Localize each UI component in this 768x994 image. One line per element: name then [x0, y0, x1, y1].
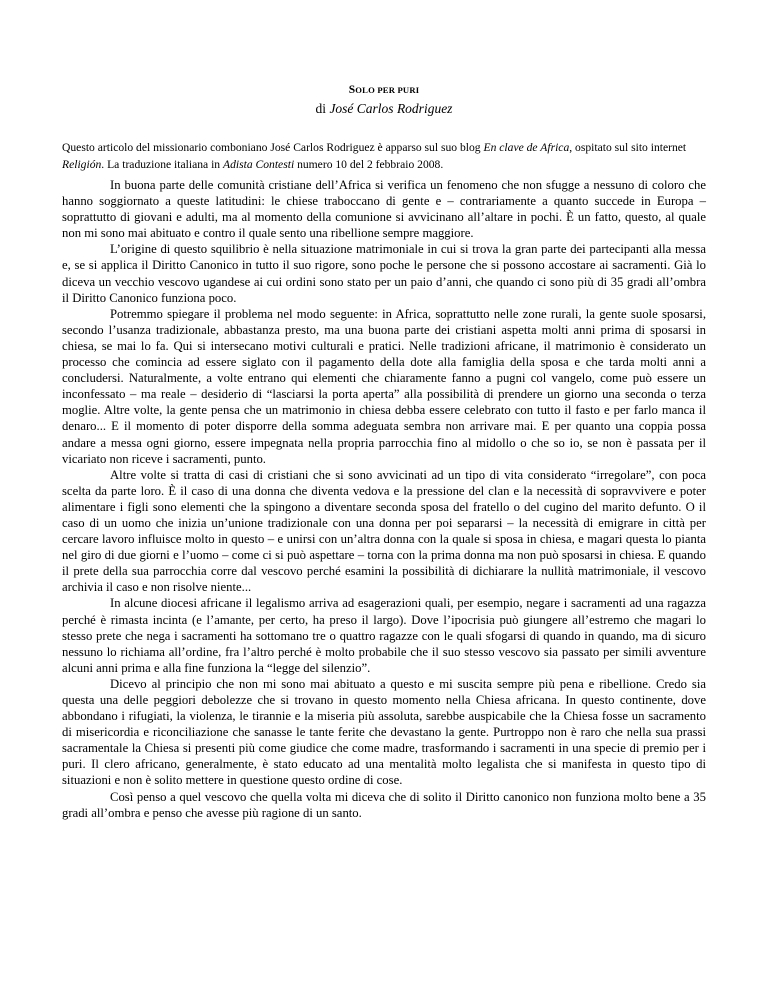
paragraph: In buona parte delle comunità cristiane dell’Africa si verifica un fenomeno che non sfugge a nessuno di coloro che hanno soggiornato a queste latitudini: le chiese traboccano di gente e – contrariamente a quanto succede in Europa – soprattutto di giovani e adulti, ma al momento della comunione si avvicinano all’altare in pochi. È un fatto, questo, al quale non mi sono mai abituato e contro il quale sento una ribellione sempre maggiore. — [62, 178, 706, 241]
title-initial: S — [348, 84, 356, 96]
byline-author: José Carlos Rodriguez — [329, 101, 453, 116]
intro-text-3: . La traduzione italiana in — [101, 158, 223, 171]
paragraph: Altre volte si tratta di casi di cristiani che si sono avvicinati ad un tipo di vita considerato “irregolare”, con poca scelta da parte loro. È il caso di una donna che diventa vedova e la pressione del clan e la necessità di sopravvivere e poter alimentare i figli sono elementi che la spingono a diventare seconda sposa del fratello o del cugino del marito defunto. O il caso di un uomo che inizia un’unione tradizionale con una donna per poi separarsi – la necessità di emigrare in città per cercare lavoro influisce molto in questo – e unirsi con un’altra donna con la quale si sposa in chiesa, e magari questa lo pianta nel giro di due giorni e l’uomo – come ci si può aspettare – torna con la prima donna ma non può sposarsi in chiesa. E quando il prete della sua parrocchia corre dal vescovo perché esamini la possibilità di dichiarare la nullità matrimoniale, il vescovo archivia il caso e non risolve niente... — [62, 467, 706, 595]
intro-magazine-name: Adista Contesti — [222, 158, 295, 171]
article-title — [0, 84, 768, 96]
article-body — [62, 177, 706, 821]
intro-text-4: numero 10 del 2 febbraio 2008. — [294, 158, 444, 171]
paragraph: Potremmo spiegare il problema nel modo seguente: in Africa, soprattutto nelle zone rurali, la gente suole sposarsi, secondo l’usanza tradizionale, abbastanza presto, ma una buona parte dei cristiani aspetta molti anni prima di sposarsi in chiesa, se mai lo fa. Qui si intersecano motivi culturali e pratici. Nelle tradizioni africane, il matrimonio è considerato un processo che comincia ad essere siglato con il pagamento della dote alla famiglia della sposa e che tarda molti anni a concludersi. Naturalmente, a volte entrano qui elementi che chiaramente fanno a pugni col vangelo, come può essere un inconfessato – ma reale – desiderio di “lasciarsi la porta aperta” alla possibilità di prendere un giorno una seconda o terza moglie. Altre volte, la gente pensa che un matrimonio in chiesa debba essere celebrato con tutto il fasto e per farlo manca il denaro... E il momento di poter disporre della somma adeguata sembra non arrivare mai. E per quanto una coppia possa andare a messa ogni giorno, essere impegnata nella propria parrocchia fino al midollo o che so io, se non è passata per il vicariato non riceve i sacramenti, punto. — [62, 306, 706, 466]
intro-text-2: , ospitato sul sito internet — [569, 141, 687, 154]
byline-prefix: di — [315, 101, 330, 116]
byline — [0, 101, 768, 117]
paragraph: In alcune diocesi africane il legalismo arriva ad esagerazioni quali, per esempio, negare i sacramenti ad una ragazza perché è rimasta incinta (e l’amante, per certo, ha preso il largo). Dove l’ipocrisia può giungere all’estremo che magari lo stesso prete che nega i sacramenti ha sottomano tre o quattro ragazze con le quali sfogarsi di quando in quando, ma di sicuro nessuno lo richiama all’ordine, fra l’altro perché è molto probabile che il suo stesso vescovo sia passato per simili avventure alcuni anni prima e alla fine funziona la “legge del silenzio”. — [62, 596, 706, 675]
paragraph: Così penso a quel vescovo che quella volta mi diceva che di solito il Diritto canonico non funziona molto bene a 35 gradi all’ombra e penso che avesse più ragione di un santo. — [62, 789, 706, 820]
intro-note — [62, 139, 706, 173]
intro-text-1: Questo articolo del missionario comboniano José Carlos Rodriguez è apparso sul suo blog — [62, 141, 484, 154]
paragraph: Dicevo al principio che non mi sono mai abituato a questo e mi suscita sempre più pena e ribellione. Credo sia questa una delle peggiori debolezze che si trovano in questo momento nella Chiesa africana. In questo continente, dove abbondano i rifugiati, la violenza, le tirannie e la miseria più assoluta, sarebbe auspicabile che la Chiesa fosse un sacramento di misericordia e riconciliazione che sanasse le tante ferite che devastano la gente. Purtroppo non è raro che nella sua prassi sacramentale la Chiesa si presenti più come giudice che come madre, trasformando i sacramenti in una specie di premio per i puri. Il clero africano, generalmente, è stato educato ad una mentalità molto legalista che si manifesta in questo tipo di situazioni e non è solito mettere in questione questo ordine di cose. — [62, 676, 706, 788]
intro-site-name: Religión — [62, 158, 102, 171]
title-rest: OLO PER PURI — [355, 85, 420, 95]
intro-blog-name: En clave de Africa — [483, 141, 570, 154]
paragraph: L’origine di questo squilibrio è nella situazione matrimoniale in cui si trova la gran parte dei partecipanti alla messa e, se si applica il Diritto Canonico in tutto il suo rigore, sono poche le persone che si possono accostare ai sacramenti. Già lo diceva un vecchio vescovo ugandese ai cui ordini sono stato per un paio d’anni, che quando ci sono più di 35 gradi all’ombra il Diritto Canonico funziona poco. — [62, 242, 706, 305]
